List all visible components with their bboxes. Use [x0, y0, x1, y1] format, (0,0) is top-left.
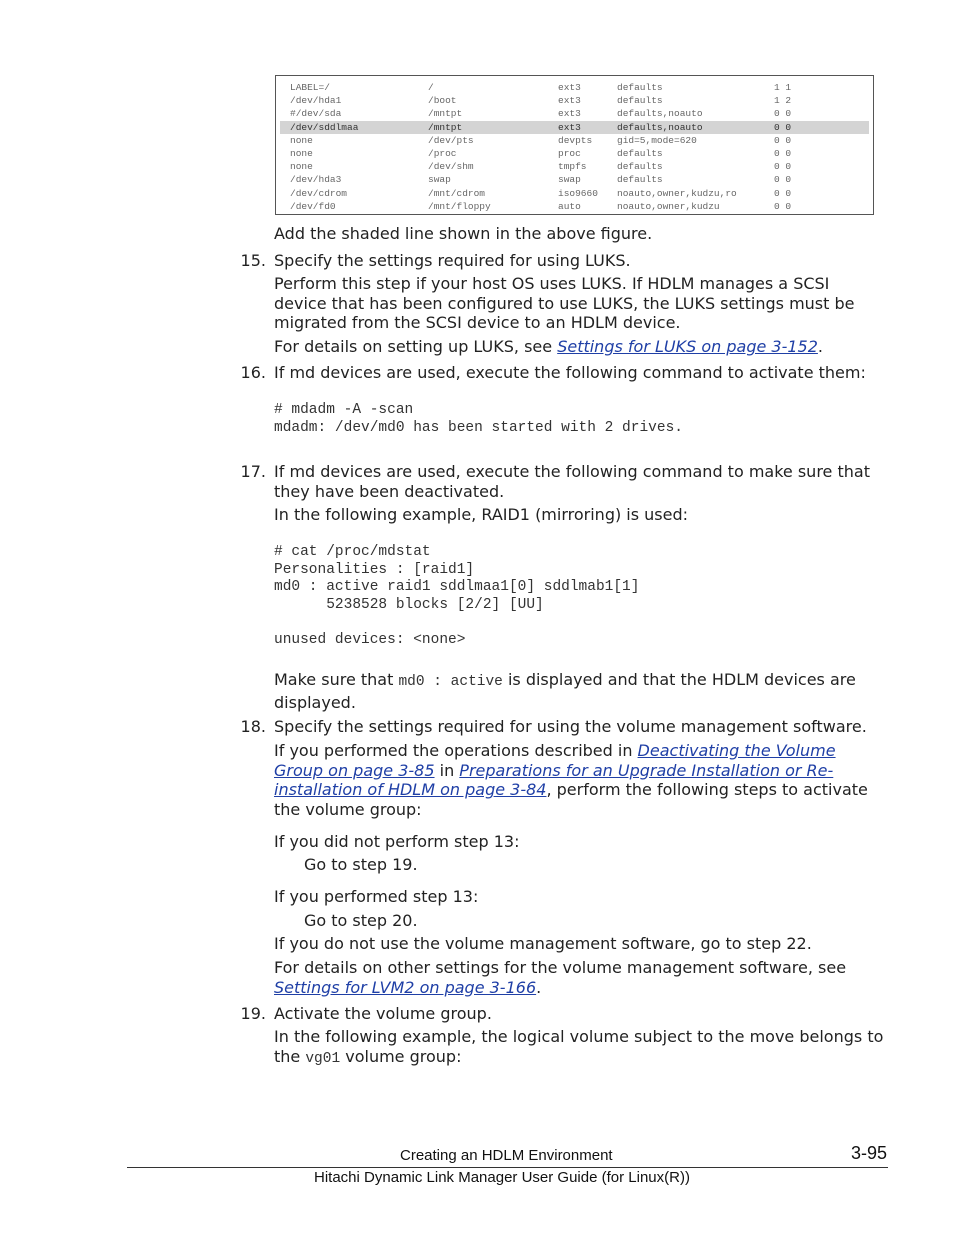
fstab-dump-pass: 0 0: [774, 200, 792, 212]
fstab-mount-point: /mnt/floppy: [428, 200, 491, 212]
fstab-dump-pass: 0 0: [774, 148, 792, 159]
step-18-para-3-suffix: .: [536, 977, 542, 997]
fstab-options: defaults: [617, 161, 663, 173]
step-19-title: Activate the volume group.: [274, 1004, 492, 1023]
fstab-figure: [275, 75, 874, 215]
fstab-mount-point: /boot: [428, 95, 457, 107]
fstab-row: [280, 187, 869, 200]
fstab-fs-type: devpts: [558, 134, 593, 146]
fstab-options: noauto,owner,kudzu: [617, 200, 720, 212]
fstab-device: LABEL=/: [290, 82, 330, 93]
step-18-text-b: in: [434, 760, 460, 780]
link-settings-for-lvm2[interactable]: Settings for LVM2 on page 3-166: [274, 977, 537, 997]
fstab-fs-type: ext3: [558, 121, 581, 133]
link-preparations-upgrade[interactable]: Preparations for an Upgrade Installation or Re-installation of HDLM on page 3-84: [274, 760, 834, 799]
step-15-number: 15.: [240, 251, 266, 270]
step-17-code: # cat /proc/mdstat Personalities : [raid1] md0 : active raid1 sddlmaa1[0] sddlmab1[1] 5238528 blocks [2/2] [UU] unused devices: <none>: [274, 544, 640, 648]
fstab-mount-point: swap: [428, 174, 451, 186]
step-17-check-suffix: is displayed and that the HDLM devices are displayed.: [274, 670, 856, 712]
fstab-dump-pass: 0 0: [774, 134, 792, 146]
fstab-dump-pass: 0 0: [774, 187, 792, 199]
fstab-mount-point: /: [428, 82, 434, 93]
step-18-para: [274, 741, 888, 819]
fstab-device: none: [290, 161, 313, 173]
step-17-check-prefix: Make sure that: [274, 670, 399, 689]
step-17-para: In the following example, RAID1 (mirroring) is used:: [274, 505, 689, 524]
fstab-fs-type: ext3: [558, 95, 581, 107]
fstab-device: #/dev/sda: [290, 108, 342, 120]
fstab-device: none: [290, 134, 313, 146]
step-19-para-suffix: volume group:: [340, 1046, 462, 1066]
fstab-options: defaults: [617, 174, 663, 186]
fstab-mount-point: /mntpt: [428, 121, 463, 133]
step-15-title: Specify the settings required for using LUKS.: [274, 251, 631, 270]
step-17-check-para: [274, 670, 894, 712]
fstab-mount-point: /proc: [428, 148, 457, 159]
fstab-mount-point: /dev/shm: [428, 161, 474, 173]
step-18-para-3-prefix: For details on other settings for the volume management software, see: [274, 958, 847, 977]
step-18-para-3: [274, 958, 888, 997]
fstab-dump-pass: 0 0: [774, 174, 792, 186]
step-18-text-a: If you performed the operations described in: [274, 741, 638, 760]
fstab-device: /dev/sddlmaa: [290, 121, 359, 133]
step-18-number: 18.: [240, 717, 266, 736]
fstab-row: [280, 173, 869, 186]
fstab-fs-type: auto: [558, 200, 581, 212]
fstab-device: none: [290, 148, 313, 159]
fstab-dump-pass: 0 0: [774, 121, 792, 133]
step-16-title: If md devices are used, execute the following command to activate them:: [274, 363, 866, 382]
step-16-number: 16.: [240, 363, 266, 382]
step-15-link-para: [274, 337, 886, 357]
step-18-title: Specify the settings required for using the volume management software.: [274, 717, 867, 736]
link-settings-for-luks[interactable]: Settings for LUKS on page 3-152: [557, 337, 818, 356]
step-16-code: # mdadm -A -scan mdadm: /dev/md0 has been started with 2 drives.: [274, 402, 683, 436]
fstab-row: [280, 160, 869, 173]
fstab-mount-point: /mnt/cdrom: [428, 187, 486, 199]
step-19-para-prefix: In the following example, the logical volume subject to the move belongs to the: [274, 1027, 884, 1066]
step-15-link-suffix: .: [817, 337, 823, 356]
step-18-para-2: If you do not use the volume management software, go to step 22.: [274, 934, 812, 953]
fstab-row: [280, 134, 869, 147]
fstab-device: /dev/hda3: [290, 174, 342, 186]
fstab-dump-pass: 1 2: [774, 95, 792, 107]
figure-caption: Add the shaded line shown in the above figure.: [274, 224, 653, 243]
step-15-para: Perform this step if your host OS uses LUKS. If HDLM manages a SCSI device that has been configured to use LUKS, the LUKS settings must be migrated from the SCSI device to an HDLM device.: [274, 274, 855, 332]
step-15-link-prefix: For details on setting up LUKS, see: [274, 337, 558, 356]
fstab-device: /dev/fd0: [290, 200, 336, 212]
step-17-inline-code: md0 : active: [398, 674, 503, 690]
fstab-options: defaults,noauto: [617, 121, 703, 133]
fstab-dump-pass: 0 0: [774, 108, 792, 120]
fstab-device: /dev/cdrom: [290, 187, 348, 199]
fstab-dump-pass: 0 0: [774, 161, 792, 173]
step-17-title: If md devices are used, execute the following command to make sure that they have been deactivated.: [274, 462, 870, 501]
link-deactivating-volume-group[interactable]: Deactivating the Volume Group on page 3-85: [274, 741, 836, 780]
fstab-row: [280, 94, 869, 107]
footer-book-title: Hitachi Dynamic Link Manager User Guide (for Linux(R)): [314, 1169, 690, 1186]
step-19-number: 19.: [240, 1004, 266, 1023]
fstab-fs-type: ext3: [558, 82, 581, 93]
fstab-dump-pass: 1 1: [774, 82, 792, 93]
step-19-inline-code: vg01: [305, 1050, 341, 1067]
fstab-options: defaults,noauto: [617, 108, 703, 120]
fstab-options: noauto,owner,kudzu,ro: [617, 187, 737, 199]
step-17-number: 17.: [240, 462, 266, 481]
step-19-para: [274, 1027, 888, 1069]
step-18-case-1: If you did not perform step 13:: [274, 832, 520, 851]
fstab-device: /dev/hda1: [290, 95, 342, 107]
footer-section-title: Creating an HDLM Environment: [400, 1147, 613, 1164]
step-18-case-1-action: Go to step 19.: [304, 855, 418, 874]
step-18-case-2-action: Go to step 20.: [304, 911, 418, 930]
fstab-options: gid=5,mode=620: [617, 134, 697, 146]
fstab-row: [280, 107, 869, 120]
fstab-row: [280, 200, 869, 213]
fstab-row-shaded: [280, 121, 869, 134]
fstab-fs-type: ext3: [558, 108, 581, 120]
fstab-mount-point: /dev/pts: [428, 134, 474, 146]
step-18-text-c: , perform the following steps to activate the volume group:: [274, 780, 868, 819]
fstab-fs-type: tmpfs: [558, 161, 587, 173]
fstab-options: defaults: [617, 82, 663, 93]
fstab-row: [280, 147, 869, 160]
fstab-options: defaults: [617, 95, 663, 107]
step-18-case-2: If you performed step 13:: [274, 887, 479, 906]
fstab-fs-type: swap: [558, 174, 581, 186]
page-number: 3-95: [851, 1143, 888, 1163]
fstab-fs-type: iso9660: [558, 187, 598, 199]
fstab-row: [280, 81, 869, 94]
footer-rule: [127, 1167, 888, 1168]
fstab-options: defaults: [617, 148, 663, 159]
fstab-mount-point: /mntpt: [428, 108, 463, 120]
fstab-fs-type: proc: [558, 148, 581, 159]
